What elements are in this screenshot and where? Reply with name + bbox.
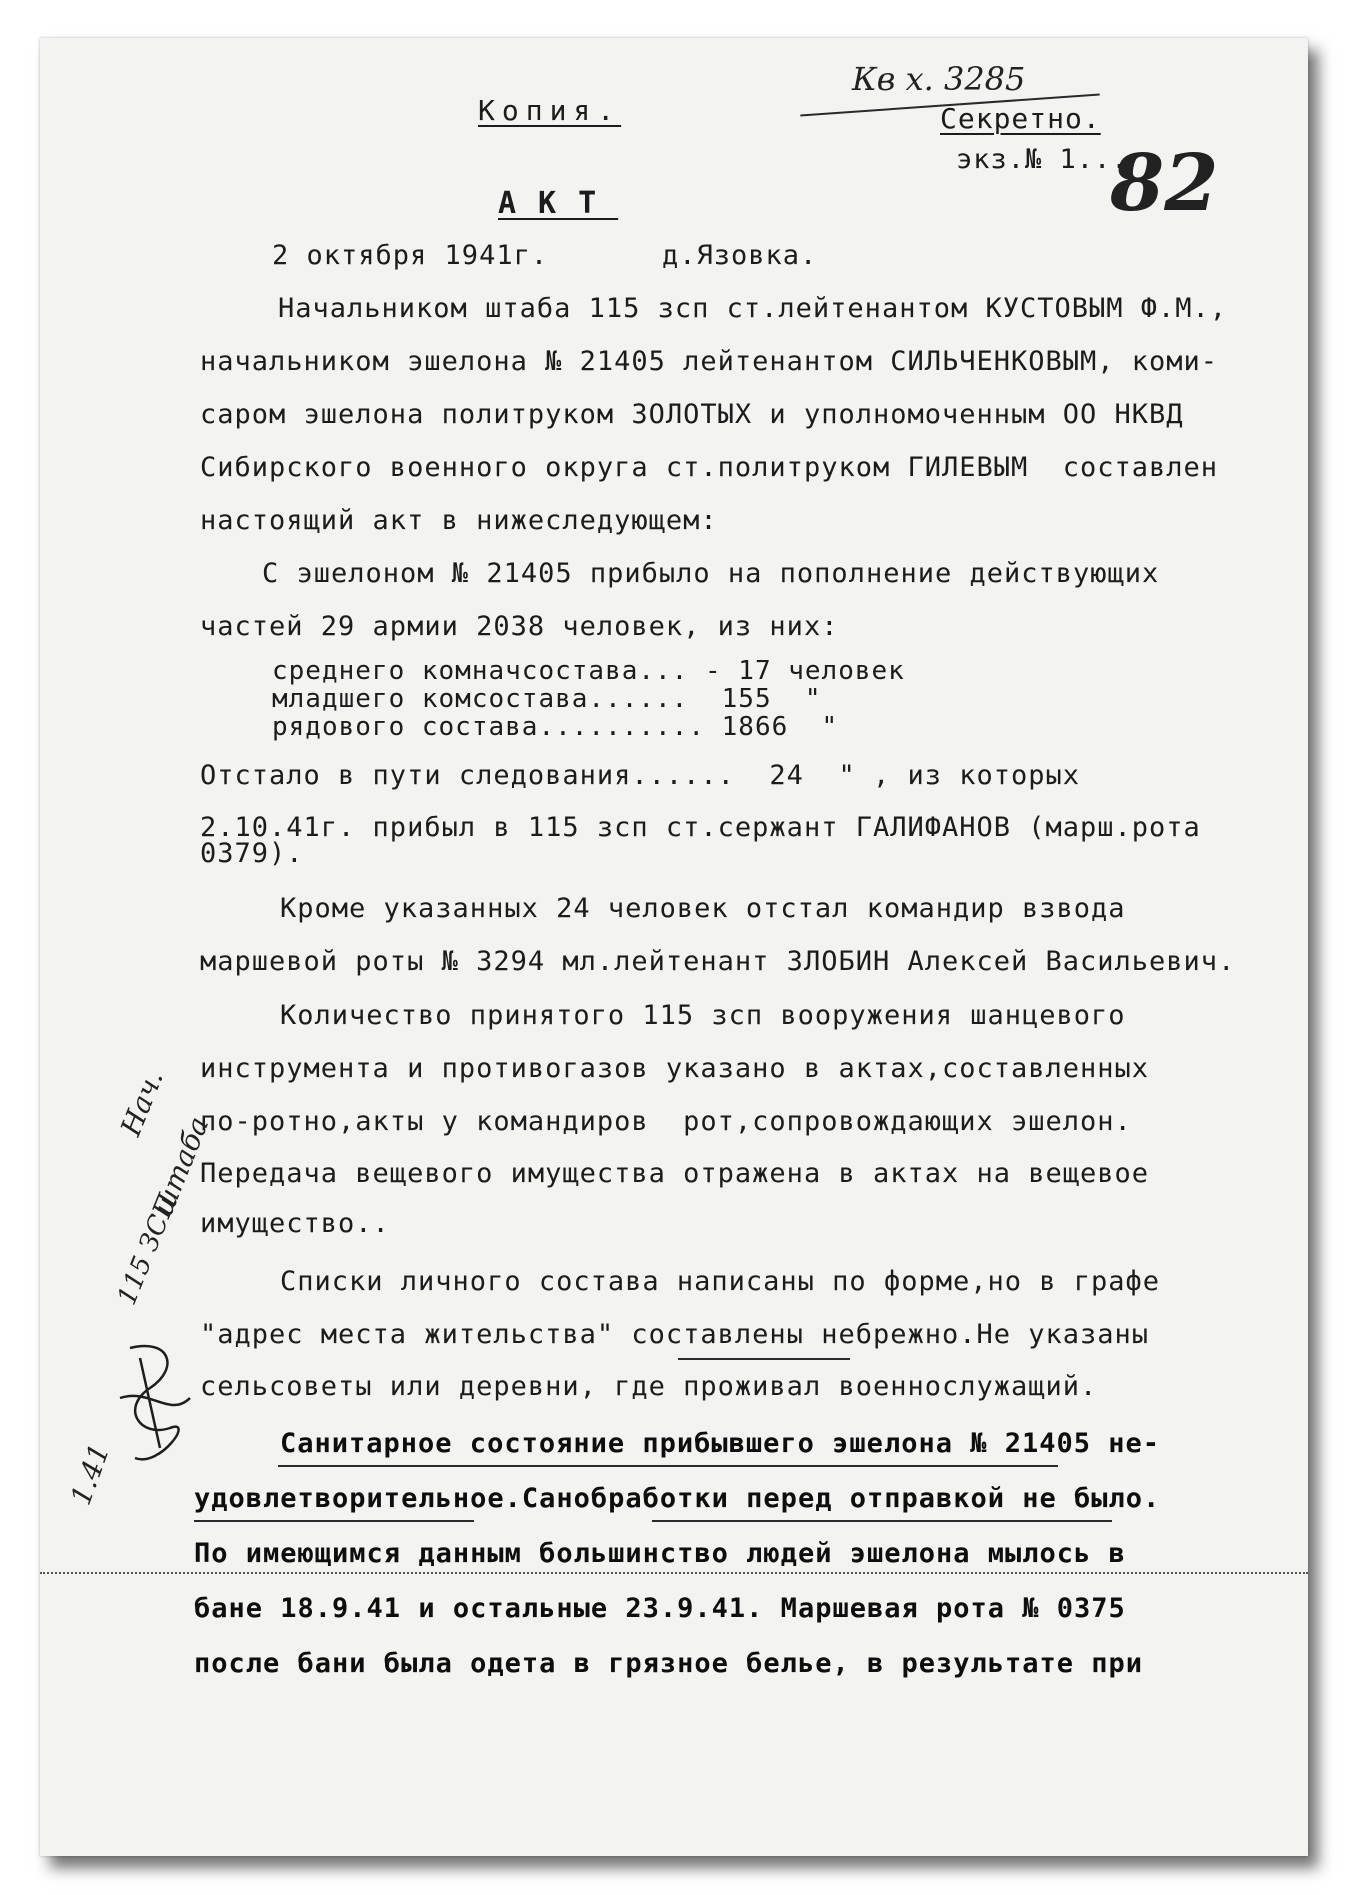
document-title: АКТ: [498, 186, 619, 221]
breakdown-line: рядового состава.......... 1866 ": [272, 712, 839, 742]
text-line: Сибирского военного округа ст.политруком ГИЛЕВЫМ составлен: [200, 452, 1219, 483]
handwritten-underline: [678, 1358, 850, 1360]
text-line: 2.10.41г. прибыл в 115 зсп ст.сержант ГАЛИФАНОВ (марш.рота: [200, 812, 1201, 843]
text-line: Отстало в пути следования...... 24 " , из которых: [200, 760, 1081, 791]
text-line: саром эшелона политруком ЗОЛОТЫХ и уполномоченным ОО НКВД: [200, 399, 1184, 430]
text-line: 0379).: [200, 838, 304, 869]
handwritten-underline: [278, 1465, 1058, 1467]
text-line: Кроме указанных 24 человек отстал командир взвода: [280, 893, 1126, 924]
text-line: начальником эшелона № 21405 лейтенантом СИЛЬЧЕНКОВЫМ, коми-: [200, 346, 1219, 377]
text-line: Списки личного состава написаны по форме,но в графе: [280, 1266, 1161, 1297]
document-page: [40, 38, 1308, 1856]
text-line: удовлетворительное.Санобработки перед отправкой не было.: [194, 1483, 1161, 1514]
margin-signature: [100, 1328, 210, 1478]
margin-dotted-line: [40, 1572, 1308, 1574]
text-line: инструмента и противогазов указано в актах,составленных: [200, 1053, 1150, 1084]
margin-note-line: 115 ЗСП: [112, 1189, 184, 1310]
text-line: сельсоветы или деревни, где проживал военнослужащий.: [200, 1371, 1098, 1402]
margin-note-line: штаба: [146, 1111, 216, 1221]
copy-number-label: экз.№ 1...: [956, 144, 1129, 175]
text-line: после бани была одета в грязное белье, в результате при: [194, 1648, 1144, 1679]
text-line: Начальником штаба 115 зсп ст.лейтенантом КУСТОВЫМ Ф.М.,: [278, 293, 1228, 324]
handwritten-page-number: 82: [1110, 138, 1219, 229]
margin-date: 1.41: [64, 1439, 117, 1510]
text-line: С эшелоном № 21405 прибыло на пополнение действующих: [262, 558, 1160, 589]
text-line: "адрес места жительства" составлены небрежно.Не указаны: [200, 1319, 1150, 1350]
text-line: маршевой роты № 3294 мл.лейтенант ЗЛОБИН Алексей Васильевич.: [200, 946, 1236, 977]
breakdown-line: младшего комсостава...... 155 ": [272, 684, 822, 714]
text-line: Санитарное состояние прибывшего эшелона № 21405 не-: [280, 1428, 1161, 1459]
secret-label: Секретно.: [940, 102, 1101, 135]
handwritten-underline: [652, 1520, 1112, 1522]
margin-note: [70, 1065, 216, 1318]
text-line: Передача вещевого имущества отражена в актах на вещевое: [200, 1158, 1150, 1189]
handwritten-underline: [194, 1520, 474, 1522]
text-line: бане 18.9.41 и остальные 23.9.41. Маршевая рота № 0375: [194, 1593, 1126, 1624]
margin-note-line: Нач.: [114, 1065, 170, 1141]
text-line: по-ротно,акты у командиров рот,сопровождающих эшелон.: [200, 1106, 1132, 1137]
breakdown-line: среднего комначсостава... - 17 человек: [272, 656, 905, 686]
document-place: д.Язовка.: [662, 240, 818, 271]
copy-label: Копия.: [478, 94, 622, 127]
text-line: настоящий акт в нижеследующем:: [200, 505, 718, 536]
handwritten-reference: Кв х. 3285: [852, 60, 1026, 98]
text-line: имущество..: [200, 1208, 390, 1239]
document-date: 2 октября 1941г.: [272, 240, 549, 271]
text-line: По имеющимся данным большинство людей эшелона мылось в: [194, 1538, 1126, 1569]
text-line: Количество принятого 115 зсп вооружения шанцевого: [280, 1000, 1126, 1031]
text-line: частей 29 армии 2038 человек, из них:: [200, 611, 839, 642]
